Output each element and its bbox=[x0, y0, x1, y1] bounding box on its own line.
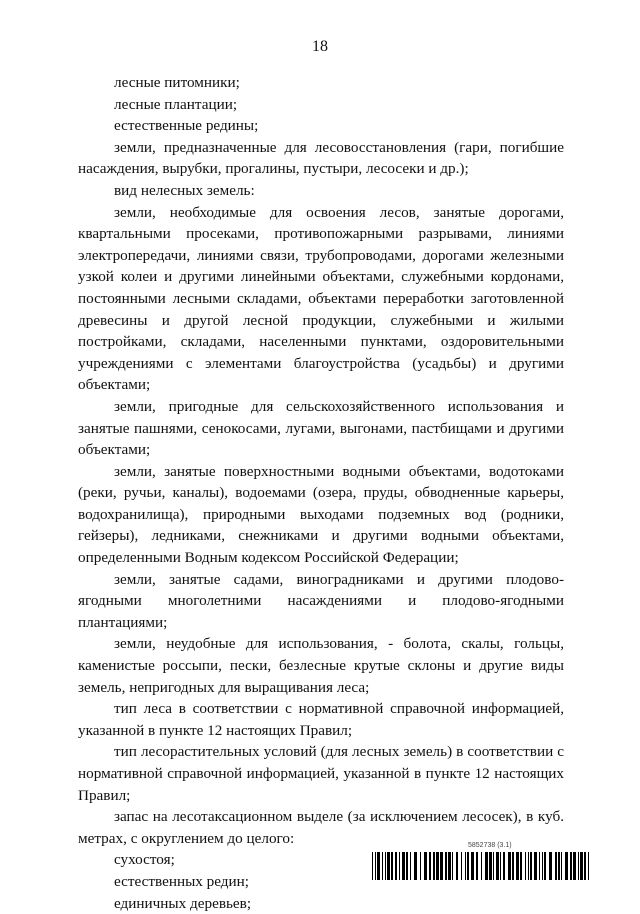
page-number: 18 bbox=[312, 38, 328, 55]
list-item: единичных деревьев; bbox=[114, 894, 252, 912]
list-item: земли, предназначенные для лесовосстановления (гари, погибшие насаждения, вырубки, прогалины, пустыри, лесосеки и др.); bbox=[78, 138, 564, 178]
list-item: естественных редин; bbox=[114, 872, 250, 890]
list-item: земли, неудобные для использования, - болота, скалы, гольцы, каменистые россыпи, пески, безлесные крутые склоны и другие виды земель, непригодных для выращивания леса; bbox=[78, 635, 564, 696]
list-item: земли, пригодные для сельскохозяйственного использования и занятые пашнями, сенокосами, лугами, выгонами, пастбищами и другими объектами; bbox=[78, 397, 564, 459]
list-item: земли, занятые садами, виноградниками и другими плодово-ягодными многолетними насаждениями и плодово-ягодными плантациями; bbox=[78, 570, 564, 631]
list-item: лесные питомники; bbox=[114, 74, 240, 91]
list-item: естественные редины; bbox=[114, 117, 259, 135]
list-item: земли, необходимые для освоения лесов, занятые дорогами, квартальными просеками, противопожарными разрывами, линиями электропередачи, линиями связи, трубопроводами, дорогами железными узкой колеи и другими линейными объектами, служебными кордонами, постоянными лесными складами, объектами переработки заготовленной древесины и другой лесной продукции, служебными и жилыми постройками, складами, населенными пунктами, оздоровительными учреждениями с элементами благоустройства (усадьбы) и другими объектами; bbox=[78, 203, 564, 394]
list-item: земли, занятые поверхностными водными объектами, водотоками (реки, ручьи, каналы), водоемами (озера, пруды, обводненные карьеры, водохранилища), природными выходами подземных вод (родники, гейзеры), ледниками, снежниками и другими водными объектами, определенными Водным кодексом Российской Федерации; bbox=[78, 462, 564, 567]
barcode bbox=[372, 852, 592, 880]
barcode-number: 5852738 (3.1) bbox=[468, 842, 512, 849]
document-body bbox=[78, 72, 564, 914]
list-item: запас на лесотаксационном выделе (за исключением лесосек), в куб. метрах, с округлением до целого: bbox=[78, 808, 564, 847]
list-item: вид нелесных земель: bbox=[114, 181, 255, 199]
list-item: сухостоя; bbox=[114, 851, 175, 869]
list-item: лесные плантации; bbox=[114, 95, 238, 113]
list-item: тип лесорастительных условий (для лесных земель) в соответствии с нормативной справочной информацией, указанной в пункте 12 настоящих Правил; bbox=[78, 743, 564, 804]
list-item: тип леса в соответствии с нормативной справочной информацией, указанной в пункте 12 настоящих Правил; bbox=[78, 700, 564, 739]
